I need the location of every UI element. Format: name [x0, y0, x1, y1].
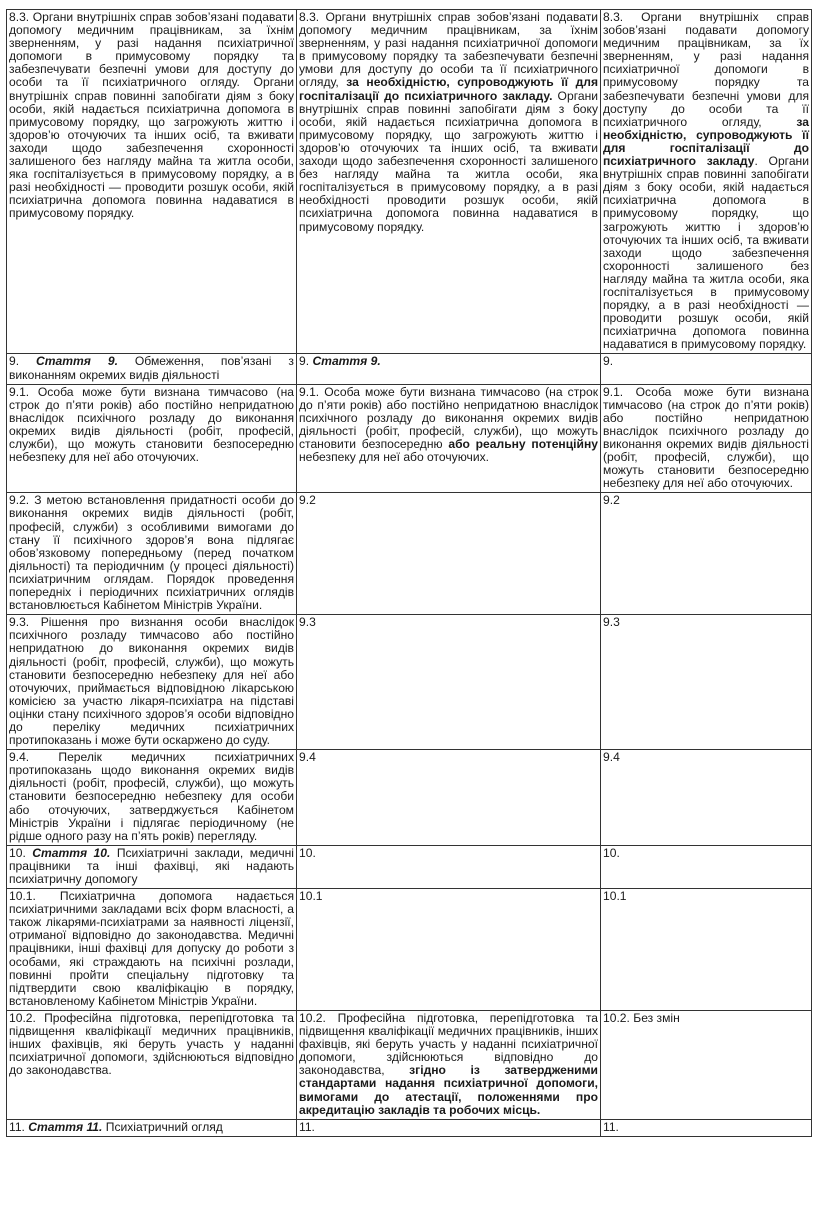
table-row — [7, 889, 812, 1011]
current-law-cell — [7, 615, 297, 750]
emphasized-text: згідно із затвердженими стандартами надання психіатричної допомоги, вимогами до атестації, положеннями про акредитацію закладів та робочих місць. — [299, 1063, 598, 1117]
cell-text: 9. — [299, 354, 313, 369]
proposed-change-cell — [297, 354, 601, 384]
cell-text: Обмеження, пов’язані з виконанням окремих видів діяльності — [9, 354, 294, 382]
comparison-table — [6, 9, 812, 1137]
committee-version-cell — [601, 1119, 812, 1136]
cell-text: 10.2. Професійна підготовка, перепідготовка та підвищення кваліфікації медичних працівників, інших фахівців, які беруть участь у наданні психіатричної допомоги, здійснюються відповідно до законодавства, — [299, 1010, 598, 1078]
committee-version-cell — [601, 889, 812, 1011]
proposed-change-cell — [297, 10, 601, 354]
cell-text: 10. — [603, 845, 620, 860]
cell-text: 10. — [299, 845, 316, 860]
cell-text: 10.1 — [603, 889, 627, 904]
cell-text: 9.3. Рішення про визнання особи внаслідок психічного розладу тимчасово або постійно непридатною до виконання окремих видів діяльності (робіт, професій, служби), що можуть становити безпосередню небезпеку для неї або оточуючих, приймається відповідною лікарською комісією за участю лікаря-психіатра на підставі оцінки стану психічного здоров’я особи відповідно до переліку медичних психіатричних протипоказань і може бути оскаржено до суду. — [9, 615, 294, 748]
current-law-cell — [7, 845, 297, 888]
cell-text: 10. — [9, 845, 33, 860]
proposed-change-cell — [297, 493, 601, 615]
current-law-cell — [7, 750, 297, 846]
proposed-change-cell — [297, 1010, 601, 1119]
proposed-change-cell — [297, 1119, 601, 1136]
cell-text: 11. — [9, 1119, 29, 1134]
cell-text: 10.1. Психіатрична допомога надається психіатричними закладами всіх форм власності, а також лікарями-психіатрами за наявності ліцензії, отриманої відповідно до законодавства. Медичні працівники, інші фахівці для допуску до роботи з особами, які страждають на психічні розлади, повинні пройти спеціальну підготовку та підтвердити свою кваліфікацію в порядку, встановленому Кабінетом Міністрів України. — [9, 889, 294, 1008]
cell-text: 8.3. Органи внутрішніх справ зобов’язані подавати допомогу медичним працівникам, за їх зверненням, у разі надання психіатричної допомоги в примусовому порядку та забезпечувати безпечні умови для доступу до особи та її психіатричного огляду, — [603, 10, 809, 129]
cell-text: 10.2. Без змін — [603, 1010, 680, 1025]
table-row — [7, 615, 812, 750]
current-law-cell — [7, 384, 297, 493]
committee-version-cell — [601, 615, 812, 750]
cell-text: Органи внутрішніх справ повинні запобігати діям з боку особи, якій надається психіатрична допомога в примусовому порядку, що загрожують життю і здоров’ю оточуючих та інших осіб, та вживати заходи щодо забезпечення схоронності залишеного без нагляду майна та житла особи, яка госпіталізується в примусовому порядку, а в разі необхідності проводити розшук особи, якій психіатрична допомога повинна надаватися в примусовому порядку. — [299, 88, 598, 234]
article-heading: Стаття 10. — [32, 845, 111, 860]
article-heading: Стаття 11. — [28, 1119, 103, 1134]
cell-text: 9. — [9, 354, 37, 369]
table-row — [7, 1119, 812, 1136]
proposed-change-cell — [297, 750, 601, 846]
cell-text: 9.4 — [603, 750, 620, 765]
cell-text: 10.2. Професійна підготовка, перепідготовка та підвищення кваліфікації медичних працівників, інших фахівців, які беруть участь у наданні психіатричної допомоги, здійснюються відповідно до законодавства. — [9, 1010, 294, 1078]
cell-text: 9.2. З метою встановлення придатності особи до виконання окремих видів діяльності (робіт, професій, служби) з особливими вимогами до стану її психічного здоров’я вона підлягає обов’язковому попередньому (перед початком діяльності) та періодичним (у процесі діяльності) психіатричним оглядам. Порядок проведення попередніх і періодичних психіатричних оглядів встановлюється Кабінетом Міністрів України. — [9, 493, 294, 613]
comparison-table-body — [7, 10, 812, 1137]
cell-text: небезпеку для неї або оточуючих. — [299, 450, 489, 465]
current-law-cell — [7, 493, 297, 615]
current-law-cell — [7, 889, 297, 1011]
table-row — [7, 354, 812, 384]
cell-text: 8.3. Органи внутрішніх справ зобов’язані подавати допомогу медичним працівникам, за їхнім зверненням, у разі надання психіатричної допомоги в примусовому порядку та забезпечувати безпечні умови для доступу до особи та її психіатричного огляду. Органи внутрішніх справ повинні запобігати діям з боку особи, якій надається психіатрична допомога в примусовому порядку, що загрожують життю і здоров’ю оточуючих та інших осіб, та вживати заходи щодо забезпечення схоронності залишеного без нагляду майна та житла особи, яка госпіталізується в примусовому порядку, а в разі необхідності — проводити розшук особи, якій психіатрична допомога повинна надаватися в примусовому порядку. — [9, 10, 294, 221]
table-row — [7, 384, 812, 493]
cell-text: 9.1. Особа може бути визнана тимчасово (на строк до п’яти років) або постійно непридатною внаслідок психічного розладу до виконання окремих видів діяльності (робіт, професій, служби), що можуть становити безпосередню небезпеку для неї або оточуючих. — [603, 384, 809, 491]
cell-text: 9.2 — [603, 493, 620, 508]
cell-text: 9.3 — [299, 615, 316, 630]
committee-version-cell — [601, 845, 812, 888]
cell-text: 9. — [603, 354, 614, 369]
committee-version-cell — [601, 10, 812, 354]
table-row — [7, 750, 812, 846]
committee-version-cell — [601, 1010, 812, 1119]
cell-text: 9.4. Перелік медичних психіатричних протипоказань щодо виконання окремих видів діяльності (робіт, професій, служби), що можуть становити безпосередню небезпеку для особи або оточуючих, затверджується Кабінетом Міністрів України і підлягає періодичному (не рідше одного разу на п’ять років) перегляду. — [9, 750, 294, 843]
table-row — [7, 845, 812, 888]
current-law-cell — [7, 1119, 297, 1136]
cell-text: 11. — [299, 1119, 315, 1134]
current-law-cell — [7, 1010, 297, 1119]
article-heading: Стаття 9. — [312, 354, 381, 369]
emphasized-text: або реальну потенційну — [448, 437, 598, 451]
table-row — [7, 493, 812, 615]
cell-text: 8.3. Органи внутрішніх справ зобов’язані подавати допомогу медичним працівникам, за їхнім зверненням, у разі надання психіатричної допомоги в примусовому порядку та забезпечувати безпечні умови для доступу до особи та її психіатричного огляду, — [299, 10, 598, 90]
cell-text: 10.1 — [299, 889, 323, 904]
cell-text: Психіатричний огляд — [102, 1119, 223, 1134]
emphasized-text: за необхідністю, супроводжують її для госпіталізації до психіатричного закладу. — [299, 75, 599, 103]
table-row — [7, 1010, 812, 1119]
cell-text: 9.4 — [299, 750, 316, 765]
cell-text: 9.3 — [603, 615, 620, 630]
proposed-change-cell — [297, 615, 601, 750]
cell-text: 9.1. Особа може бути визнана тимчасово (на строк до п’яти років) або постійно непридатною внаслідок психічного розладу до виконання окремих видів діяльності (робіт, професій, служби), що можуть становити безпосередню небезпеку для неї або оточуючих. — [9, 384, 294, 465]
cell-text: . Органи внутрішніх справ повинні запобігати діям з боку особи, якій надається психіатрична допомога в примусовому порядку, що загрожують життю і здоров’ю оточуючих та інших осіб, та вживати заходи щодо забезпечення схоронності залишеного без нагляду майна та житла особи, яка госпіталізується в примусовому порядку, а в разі необхідності — проводити розшук особи, якій психіатрична допомога повинна надаватися в примусовому порядку. — [603, 154, 809, 352]
committee-version-cell — [601, 384, 812, 493]
table-row — [7, 10, 812, 354]
proposed-change-cell — [297, 889, 601, 1011]
committee-version-cell — [601, 750, 812, 846]
proposed-change-cell — [297, 845, 601, 888]
emphasized-text: за необхідністю, супроводжують її для госпіталізації до психіатричного закладу — [603, 114, 809, 169]
article-heading: Стаття 9. — [36, 354, 118, 369]
proposed-change-cell — [297, 384, 601, 493]
cell-text: 11. — [603, 1119, 619, 1134]
cell-text: 9.1. Особа може бути визнана тимчасово (на строк до п’яти років) або постійно непридатною внаслідок психічного розладу до виконання окремих видів діяльності (робіт, професій, служби), що можуть становити безпосередню — [299, 384, 598, 451]
cell-text: 9.2 — [299, 493, 316, 508]
current-law-cell — [7, 354, 297, 384]
current-law-cell — [7, 10, 297, 354]
cell-text: Психіатричні заклади, медичні працівники та інші фахівці, які надають психіатричну допомогу — [9, 845, 294, 886]
committee-version-cell — [601, 493, 812, 615]
committee-version-cell — [601, 354, 812, 384]
